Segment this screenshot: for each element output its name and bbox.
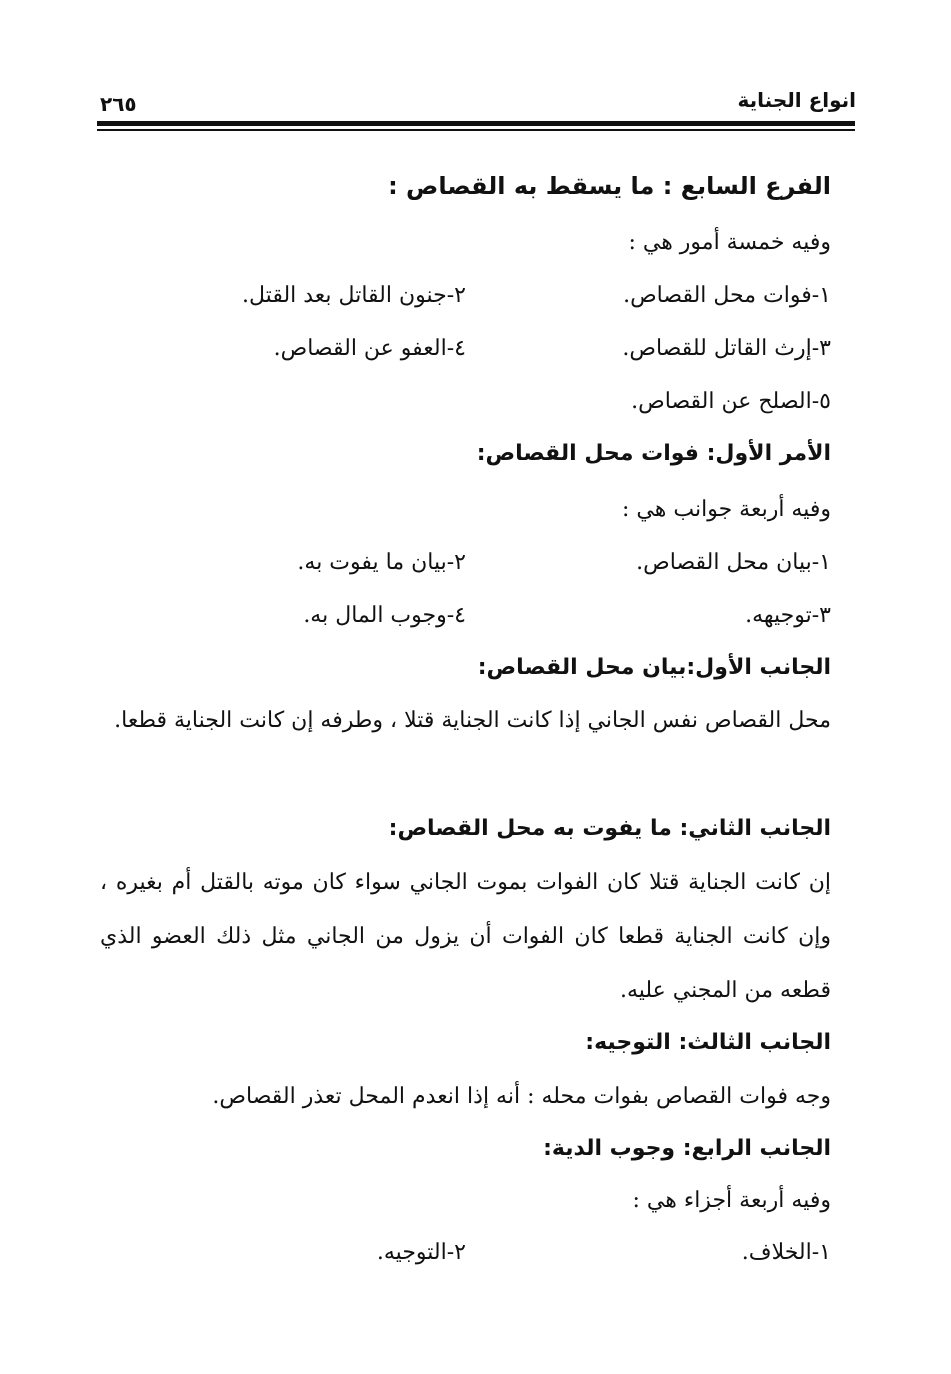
header-rule-thick [97, 121, 855, 126]
header-rule-thin [97, 129, 855, 131]
list-item: ٥-الصلح عن القصاص. [631, 389, 831, 414]
aspect4-intro: وفيه أربعة أجزاء هي : [632, 1188, 831, 1213]
aspect3-heading: الجانب الثالث: التوجيه: [585, 1030, 831, 1055]
running-header-title: انواع الجناية [737, 88, 856, 112]
list-item: ٤-العفو عن القصاص. [273, 336, 466, 361]
section-intro: وفيه خمسة أمور هي : [628, 230, 831, 255]
list-item: ٤-وجوب المال به. [303, 603, 466, 628]
list-item: ١-فوات محل القصاص. [623, 283, 831, 308]
aspect3-paragraph: وجه فوات القصاص بفوات محله : أنه إذا انعدم المحل تعذر القصاص. [212, 1084, 831, 1109]
aspect1-heading: الجانب الأول:بيان محل القصاص: [477, 655, 831, 680]
list-item: ٢-التوجيه. [376, 1240, 466, 1265]
aspect1-paragraph: محل القصاص نفس الجاني إذا كانت الجناية قتلا ، وطرفه إن كانت الجناية قطعا. [114, 708, 831, 733]
list-item: ٣-توجيهه. [745, 603, 831, 628]
list-item: ٢-بيان ما يفوت به. [297, 550, 466, 575]
matter-heading: الأمر الأول: فوات محل القصاص: [476, 441, 831, 466]
aspect4-heading: الجانب الرابع: وجوب الدية: [543, 1136, 831, 1161]
matter-intro: وفيه أربعة جوانب هي : [622, 497, 831, 522]
aspect2-heading: الجانب الثاني: ما يفوت به محل القصاص: [388, 816, 831, 841]
aspect2-paragraph: إن كانت الجناية قتلا كان الفوات بموت الجاني سواء كان موته بالقتل أم بغيره ، وإن كانت الجناية قطعا كان الفوات أن يزول من الجاني مثل ذلك العضو الذي قطعه من المجني عليه. [100, 870, 831, 1003]
list-item: ٢-جنون القاتل بعد القتل. [242, 283, 466, 308]
page-number: ٢٦٥ [100, 92, 137, 116]
list-item: ١-الخلاف. [741, 1240, 831, 1265]
list-item: ١-بيان محل القصاص. [636, 550, 831, 575]
list-item: ٣-إرث القاتل للقصاص. [622, 336, 831, 361]
section-heading: الفرع السابع : ما يسقط به القصاص : [388, 172, 831, 200]
